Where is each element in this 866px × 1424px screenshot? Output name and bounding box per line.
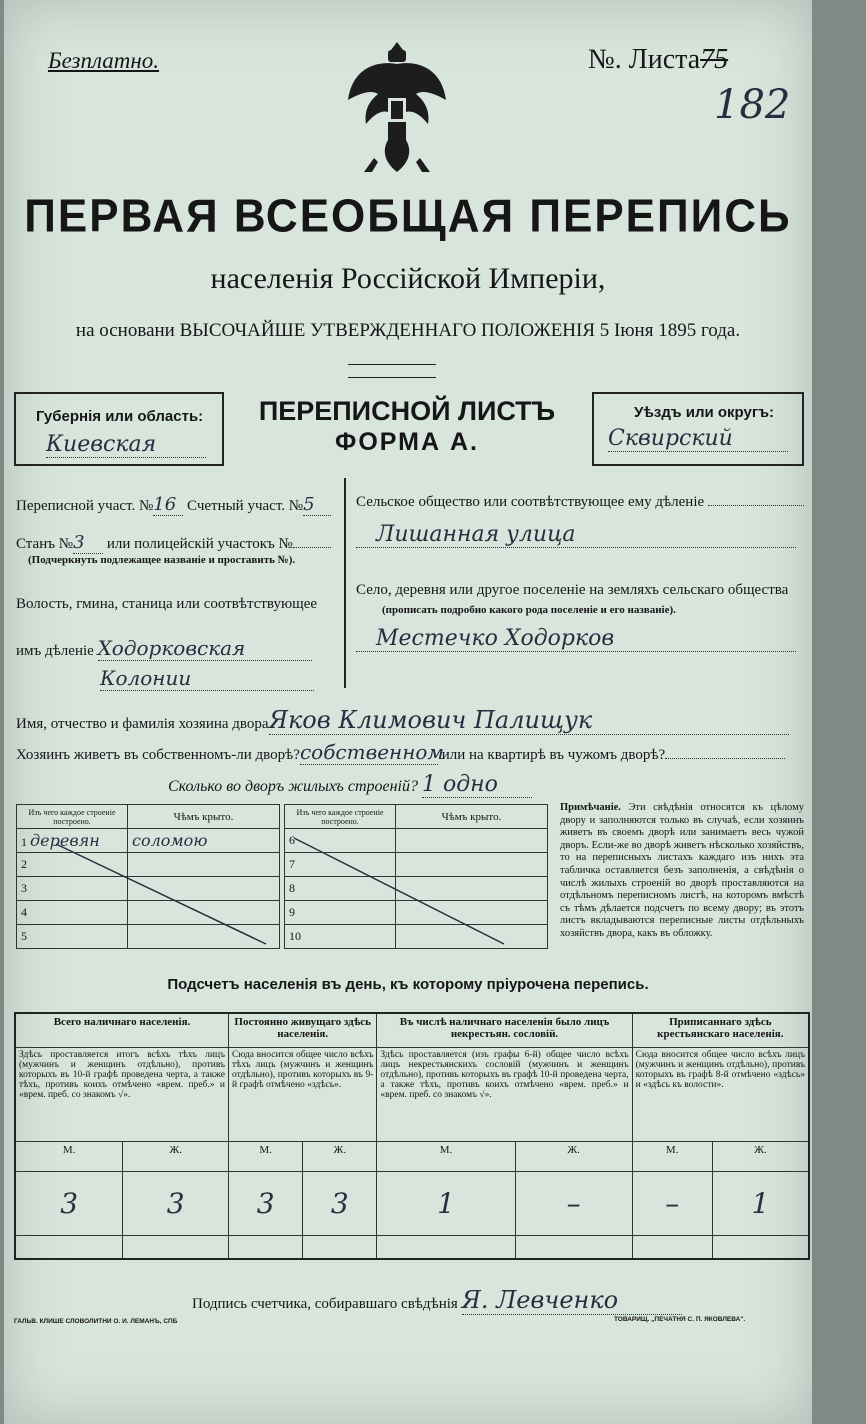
buildings-note: Примѣчаніе. Эти свѣдѣнія относятся къ цѣлому двору и заполняются только въ случаѣ, если хозяинъ живетъ въ своемъ дворѣ или занимаетъ весь чужой дворъ. Если-же во дворѣ живетъ нѣсколько хозяйствъ, то на переписныхъ листахъ каждаго изъ нихъ эта табличка оставляется безъ заполненія, а свѣдѣнія о числѣ жилыхъ строеній во дворѣ проставляются на отдѣльномъ переписномъ листѣ, на которомъ вмѣстѣ съ тѣмъ дѣлается подсчетъ по всему двору; въ этотъ листъ вкладываются переписные листы отдѣльныхъ хозяйствъ двора, какъ въ обложку. bbox=[560, 802, 804, 939]
page-title: ПЕРВАЯ ВСЕОБЩАЯ ПЕРЕПИСЬ bbox=[24, 190, 792, 243]
uezd-box bbox=[592, 392, 804, 466]
signature-value: Я. Левченко bbox=[462, 1286, 682, 1315]
count-value: 3 bbox=[123, 1171, 229, 1235]
group-desc: Сюда вносится общее число всѣхъ тѣхъ лицъ (мужчинъ и женщинъ отдѣльно), противъ которыхъ въ 9-й графѣ отмѣчено «здѣсь». bbox=[229, 1047, 377, 1141]
owner-row: Имя, отчество и фамилія хозяина двораЯков Климович Палищук bbox=[16, 706, 789, 735]
group-head: Въ числѣ наличнаго населенія было лицъ некрестьян. сословій. bbox=[377, 1013, 632, 1047]
sheet-title: ПЕРЕПИСНОЙ ЛИСТЪ bbox=[258, 396, 556, 426]
stan-note: (Подчеркнуть подлежащее названіе и проставить №). bbox=[28, 554, 296, 566]
census-area-value: 16 bbox=[153, 494, 183, 516]
table-row: 7 bbox=[285, 853, 548, 877]
table-row: 9 bbox=[285, 901, 548, 925]
population-title: Подсчетъ населенія въ день, къ которому пріурочена перепись. bbox=[167, 976, 649, 993]
table-row: 4 bbox=[17, 901, 280, 925]
f-label: Ж. bbox=[303, 1141, 377, 1171]
buildings-table-right bbox=[284, 804, 548, 949]
society-value: Лишанная улица bbox=[356, 522, 796, 548]
roof-header: Чѣмъ крыто. bbox=[128, 805, 280, 829]
gubernia-box bbox=[14, 392, 224, 466]
m-label: М. bbox=[229, 1141, 303, 1171]
table-row: 6 bbox=[285, 829, 548, 853]
owner-value: Яков Климович Палищук bbox=[269, 706, 789, 735]
print-left: ГАЛЬВ. КЛИШЕ СЛОВОЛИТНИ О. И. ЛЕМАНЪ, СПБ bbox=[14, 1318, 178, 1325]
group-head: Постоянно живущаго здѣсь населенія. bbox=[229, 1013, 377, 1047]
stan-value: 3 bbox=[73, 532, 103, 554]
census-area-row: Переписной участ. №16 Счетный участ. №5 bbox=[16, 494, 331, 516]
stan-row: Станъ №3 или полицейскій участокъ № bbox=[16, 532, 331, 554]
table-row: 2 bbox=[17, 853, 280, 877]
note-title: Примѣчаніе. bbox=[560, 802, 621, 813]
population-table bbox=[14, 1012, 810, 1260]
count-value: – bbox=[632, 1171, 712, 1235]
village-note: (прописать подробно какого рода поселеніе и его названіе). bbox=[382, 604, 676, 616]
group-desc: Здѣсь проставляется итогъ всѣхъ тѣхъ лицъ (мужчинъ и женщинъ отдѣльно), противъ которыхъ въ 10-й графѣ проведена черта, а также тѣхъ, противъ коихъ отмѣчено «врем. преб.» и «врем. преб. со знакомъ √». bbox=[15, 1047, 229, 1141]
volost-label: Волость, гмина, станица или соотвѣтствующее bbox=[16, 596, 318, 612]
column-divider bbox=[344, 478, 346, 688]
buildings-table-left bbox=[16, 804, 280, 949]
form-title: ФОРМА А. bbox=[335, 428, 479, 456]
gubernia-label: Губернія или область: bbox=[36, 408, 204, 425]
group-head: Приписаннаго здѣсь крестьянскаго населенія. bbox=[632, 1013, 809, 1047]
table-row: 3 bbox=[17, 877, 280, 901]
village-label: Село, деревня или другое поселеніе на земляхъ сельскаго общества bbox=[356, 582, 789, 598]
roof-header-2: Чѣмъ крыто. bbox=[396, 805, 548, 829]
count-value: 3 bbox=[303, 1171, 377, 1235]
signature-row: Подпись счетчика, собиравшаго свѣдѣнія Я. Левченко bbox=[192, 1286, 682, 1315]
table-row: 10 bbox=[285, 925, 548, 949]
buildings-row: Сколько во дворъ жилыхъ строеній? 1 одно bbox=[168, 772, 532, 798]
ornament-divider bbox=[348, 364, 436, 378]
table-row: 1 деревян соломою bbox=[17, 829, 280, 853]
count-value: 3 bbox=[15, 1171, 123, 1235]
table-row: 8 bbox=[285, 877, 548, 901]
volost-row: имъ дѣленіе Ходорковская bbox=[16, 636, 312, 661]
society-label: Сельское общество или соотвѣтствующее ему дѣленіе bbox=[356, 494, 804, 511]
count-value: 1 bbox=[712, 1171, 809, 1235]
volost-value: Ходорковская bbox=[98, 636, 312, 661]
m-label: М. bbox=[632, 1141, 712, 1171]
f-label: Ж. bbox=[712, 1141, 809, 1171]
imperial-eagle-icon bbox=[344, 40, 450, 180]
uezd-value: Сквирский bbox=[608, 426, 788, 452]
group-desc: Здѣсь проставляется (изъ графы 6-й) общее число всѣхъ лицъ некрестьянскихъ сословій (мужчинъ и женщинъ отдѣльно), противъ которыхъ въ графѣ 10-й проведена черта, а также тѣхъ, противъ коихъ отмѣчено «врем. преб.» и «врем. преб. со знакомъ √». bbox=[377, 1047, 632, 1141]
f-label: Ж. bbox=[515, 1141, 632, 1171]
m-label: М. bbox=[377, 1141, 515, 1171]
strike-line bbox=[284, 804, 548, 946]
buildings-value: 1 одно bbox=[422, 772, 532, 798]
m-label: М. bbox=[15, 1141, 123, 1171]
count-value: 3 bbox=[229, 1171, 303, 1235]
residence-row: Хозяинъ живетъ въ собственномъ-ли дворѣ?собственном или на квартирѣ въ чужомъ дворѣ? bbox=[16, 740, 785, 765]
residence-value: собственном bbox=[299, 740, 445, 764]
count-value: – bbox=[515, 1171, 632, 1235]
census-form-page bbox=[4, 0, 812, 1424]
f-label: Ж. bbox=[123, 1141, 229, 1171]
volost-value-2: Колонии bbox=[100, 666, 314, 691]
gubernia-value: Киевская bbox=[46, 432, 206, 458]
print-right: ТОВАРИЩ. „ПЕЧАТНЯ С. П. ЯКОВЛЕВА". bbox=[614, 1316, 746, 1323]
table-row: 5 bbox=[17, 925, 280, 949]
village-value: Местечко Ходорков bbox=[356, 626, 796, 652]
strike-line bbox=[16, 804, 280, 946]
material-header-2: Изъ чего каждое строеніе построено. bbox=[285, 805, 396, 829]
sheet-number-label: №. Листа75 bbox=[588, 44, 729, 75]
group-head: Всего наличнаго населенія. bbox=[15, 1013, 229, 1047]
sheet-number-value: 75 bbox=[700, 44, 729, 75]
count-value: 1 bbox=[377, 1171, 515, 1235]
page-subtitle: населенія Россійской Имперіи, bbox=[210, 262, 606, 295]
count-area-value: 5 bbox=[303, 494, 331, 516]
uezd-label: Уѣздъ или округъ: bbox=[634, 404, 775, 421]
basis-line: на основани ВЫСОЧАЙШЕ УТВЕРЖДЕННАГО ПОЛОЖЕНІЯ 5 Іюня 1895 года. bbox=[75, 320, 741, 341]
group-desc: Сюда вносится общее число всѣхъ лицъ (мужчинъ и женщинъ отдѣльно), противъ которыхъ въ графѣ 8-й отмѣчено «здѣсь» и «здѣсь къ волости». bbox=[632, 1047, 809, 1141]
free-label: Безплатно. bbox=[48, 48, 160, 73]
material-header: Изъ чего каждое строеніе построено. bbox=[17, 805, 128, 829]
handwritten-sheet-number: 182 bbox=[714, 82, 791, 128]
